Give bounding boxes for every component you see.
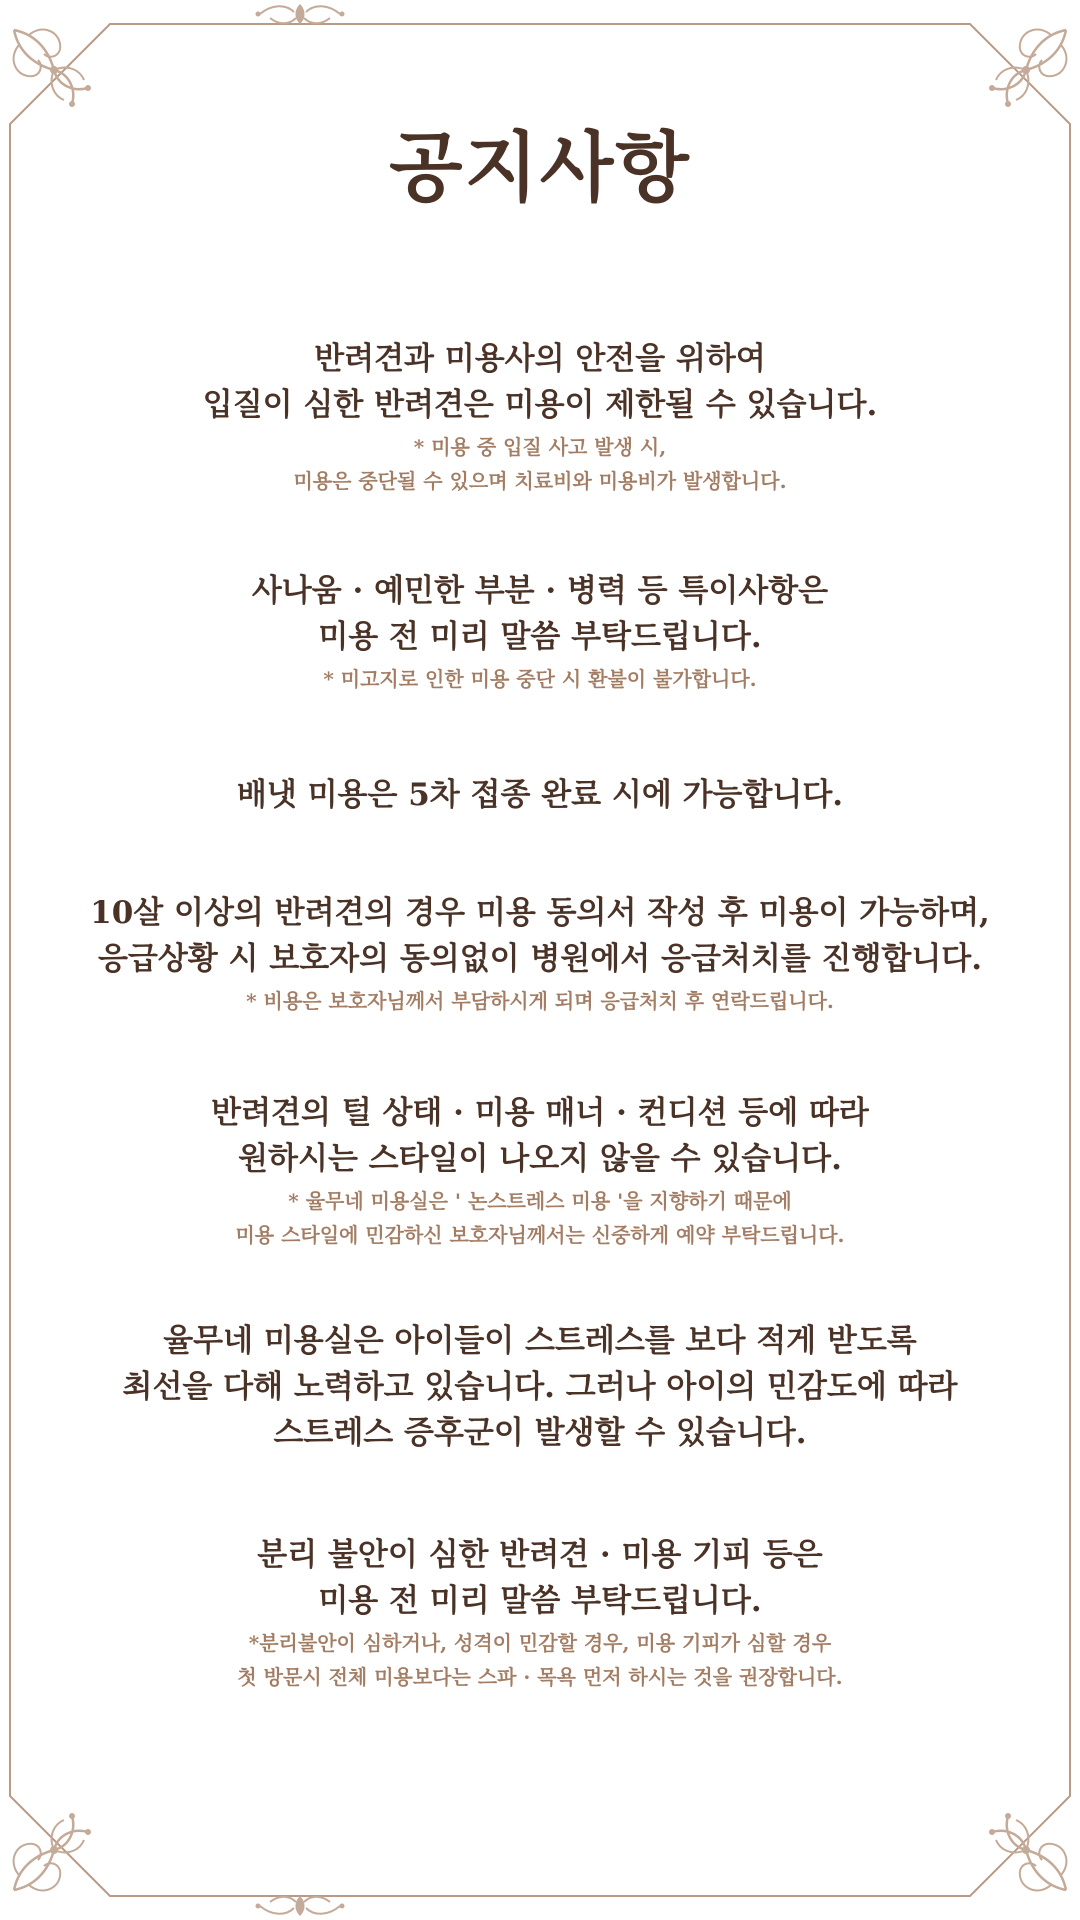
notice-main-line: 미용 전 미리 말씀 부탁드립니다. [318,1583,762,1619]
notice-main-line: 입질이 심한 반려견은 미용이 제한될 수 있습니다. [202,387,878,423]
notice-sub-line: * 비용은 보호자님께서 부담하시게 되며 응급처치 후 연락드립니다. [246,989,834,1013]
notice-main-line: 배냇 미용은 5차 접종 완료 시에 가능합니다. [236,777,844,813]
notice-sub-line: 미용은 중단될 수 있으며 치료비와 미용비가 발생합니다. [293,469,787,493]
notice-section-4 [40,890,1040,1020]
notice-sub-line: 미용 스타일에 민감하신 보호자님께서는 신중하게 예약 부탁드립니다. [235,1223,845,1247]
notice-sub-line: *분리불안이 심하거나, 성격이 민감할 경우, 미용 기피가 심할 경우 [248,1631,832,1655]
notice-sub-line: * 미용 중 입질 사고 발생 시, [413,435,667,459]
notice-main-line: 사나움 · 예민한 부분 · 병력 등 특이사항은 [251,573,829,609]
notice-section-3 [40,772,1040,818]
notice-main-line: 10살 이상의 반려견의 경우 미용 동의서 작성 후 미용이 가능하며, [90,895,990,931]
notice-sub-line: * 율무네 미용실은 ' 논스트레스 미용 '을 지향하기 때문에 [288,1189,792,1213]
notice-main-line: 분리 불안이 심한 반려견 · 미용 기피 등은 [257,1537,823,1573]
notice-main-line: 스트레스 증후군이 발생할 수 있습니다. [273,1415,807,1451]
notice-main-line: 원하시는 스타일이 나오지 않을 수 있습니다. [238,1141,842,1177]
notice-section-1 [40,336,1040,500]
notice-sub-line: * 미고지로 인한 미용 중단 시 환불이 불가합니다. [323,667,757,691]
page-title: 공지사항 [389,123,691,212]
notice-main-line: 반려견의 털 상태 · 미용 매너 · 컨디션 등에 따라 [211,1095,869,1131]
notice-main-line: 반려견과 미용사의 안전을 위하여 [314,341,766,377]
notice-section-7 [40,1532,1040,1696]
notice-main-line: 율무네 미용실은 아이들이 스트레스를 보다 적게 받도록 [163,1323,917,1359]
notice-sub-line: 첫 방문시 전체 미용보다는 스파 · 목욕 먼저 하시는 것을 권장합니다. [237,1665,843,1689]
notice-section-5 [40,1090,1040,1254]
notice-main-line: 최선을 다해 노력하고 있습니다. 그러나 아이의 민감도에 따라 [122,1369,958,1405]
notice-section-6 [40,1318,1040,1456]
notice-section-2 [40,568,1040,698]
notice-main-line: 미용 전 미리 말씀 부탁드립니다. [318,619,762,655]
notice-main-line: 응급상황 시 보호자의 동의없이 병원에서 응급처치를 진행합니다. [97,941,983,977]
